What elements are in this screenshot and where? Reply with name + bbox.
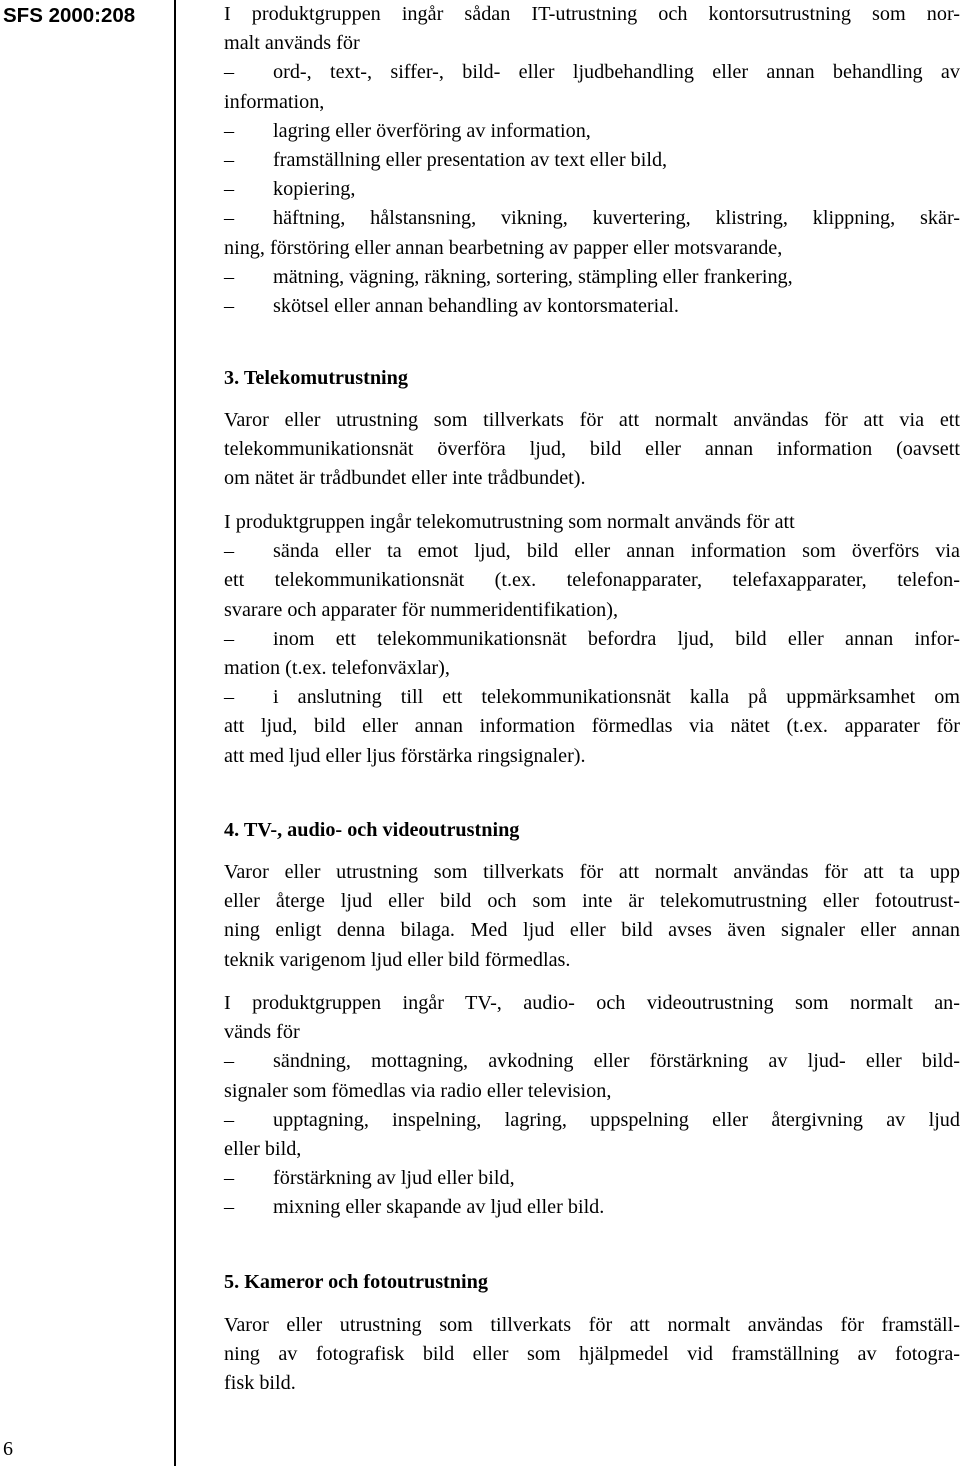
- list-item: – sända eller ta emot ljud, bild eller annan information som överförs via: [224, 537, 960, 566]
- list-item-continuation: svarare och apparater för nummeridentifikation),: [224, 598, 619, 621]
- section-heading: 5. Kameror och fotoutrustning: [224, 1271, 488, 1293]
- list-item-continuation: eller bild,: [224, 1137, 302, 1160]
- text-line: ning av fotografisk bild eller som hjälpmedel vid framställning av fotogra-: [224, 1343, 960, 1366]
- section5-paragraph: [224, 1311, 960, 1399]
- dash-bullet: –: [224, 119, 235, 142]
- list-item: – mixning eller skapande av ljud eller bild.: [224, 1193, 960, 1222]
- list-item-continuation: signaler som fömedlas via radio eller television,: [224, 1079, 612, 1102]
- section-heading: 4. TV-, audio- och videoutrustning: [224, 819, 520, 841]
- section4-list: [224, 989, 960, 1223]
- text-line: telekommunikationsnät överföra ljud, bild eller annan information (oavsett: [224, 438, 960, 461]
- dash-bullet: –: [224, 148, 235, 171]
- text-line: Varor eller utrustning som tillverkats för att normalt användas för framställ-: [224, 1314, 960, 1336]
- list-item-continuation: att med ljud eller ljus förstärka ringsignaler).: [224, 744, 586, 767]
- dash-bullet: –: [224, 1167, 235, 1190]
- text-line: eller återge ljud eller bild och som inte är telekomutrustning eller fotoutrust-: [224, 890, 960, 913]
- dash-bullet: –: [224, 686, 235, 709]
- list-item-continuation: mation (t.ex. telefonväxlar),: [224, 656, 450, 679]
- text-line: malt används för: [224, 32, 360, 55]
- section3-paragraph: [224, 406, 960, 494]
- section3-list: [224, 508, 960, 771]
- list-item: – framställning eller presentation av text eller bild,: [224, 146, 960, 175]
- text-line: teknik varigenom ljud eller bild förmedlas.: [224, 948, 571, 971]
- list-item: – kopiering,: [224, 175, 960, 204]
- list-item: – häftning, hålstansning, vikning, kuvertering, klistring, klippning, skär-: [224, 204, 960, 233]
- list-item: – inom ett telekommunikationsnät befordra ljud, bild eller annan infor-: [224, 625, 960, 654]
- list-item: – förstärkning av ljud eller bild,: [224, 1164, 960, 1193]
- section4-paragraph: [224, 858, 960, 975]
- text-line: Varor eller utrustning som tillverkats för att normalt användas för att via ett: [224, 409, 960, 431]
- side-header: [0, 0, 176, 1466]
- text-line: I produktgruppen ingår TV-, audio- och videoutrustning som normalt an-: [224, 992, 960, 1014]
- list-item: – mätning, vägning, räkning, sortering, stämpling eller frankering,: [224, 263, 960, 292]
- text-line: fisk bild.: [224, 1372, 296, 1395]
- dash-bullet: –: [224, 1196, 235, 1219]
- list-item-continuation: att ljud, bild eller annan information förmedlas via nätet (t.ex. apparater för: [224, 715, 960, 738]
- text-line: I produktgruppen ingår telekomutrustning som normalt används för att: [224, 511, 795, 533]
- list-item-continuation: information,: [224, 90, 325, 113]
- list-item: – i anslutning till ett telekommunikationsnät kalla på uppmärksamhet om: [224, 683, 960, 712]
- dash-bullet: –: [224, 61, 235, 84]
- text-line: om nätet är trådbundet eller inte trådbundet).: [224, 467, 586, 490]
- dash-bullet: –: [224, 627, 235, 650]
- list-item: – sändning, mottagning, avkodning eller förstärkning av ljud- eller bild-: [224, 1047, 960, 1076]
- text-line: ning enligt denna bilaga. Med ljud eller bild avses även signaler eller annan: [224, 919, 960, 942]
- list-item: – ord-, text-, siffer-, bild- eller ljudbehandling eller annan behandling av: [224, 58, 960, 87]
- list-item: – upptagning, inspelning, lagring, uppspelning eller återgivning av ljud: [224, 1106, 960, 1135]
- list-item-continuation: ning, förstöring eller annan bearbetning av papper eller motsvarande,: [224, 236, 783, 259]
- dash-bullet: –: [224, 294, 235, 317]
- list-item-continuation: ett telekommunikationsnät (t.ex. telefonapparater, telefaxapparater, telefon-: [224, 569, 960, 592]
- list-item: – lagring eller överföring av information,: [224, 117, 960, 146]
- text-line: I produktgruppen ingår sådan IT-utrustning och kontorsutrustning som nor-: [224, 3, 960, 25]
- intro-list: [224, 58, 960, 321]
- dash-bullet: –: [224, 540, 235, 563]
- section-heading: 3. Telekomutrustning: [224, 367, 408, 389]
- dash-bullet: –: [224, 1050, 235, 1073]
- dash-bullet: –: [224, 207, 235, 230]
- dash-bullet: –: [224, 265, 235, 288]
- text-line: vänds för: [224, 1021, 300, 1044]
- document-reference: SFS 2000:208: [3, 4, 136, 27]
- page-number: 6: [3, 1438, 13, 1460]
- dash-bullet: –: [224, 178, 235, 201]
- dash-bullet: –: [224, 1108, 235, 1131]
- list-item: – skötsel eller annan behandling av kontorsmaterial.: [224, 292, 960, 321]
- text-line: Varor eller utrustning som tillverkats för att normalt användas för att ta upp: [224, 861, 960, 883]
- intro-paragraph: [224, 0, 960, 58]
